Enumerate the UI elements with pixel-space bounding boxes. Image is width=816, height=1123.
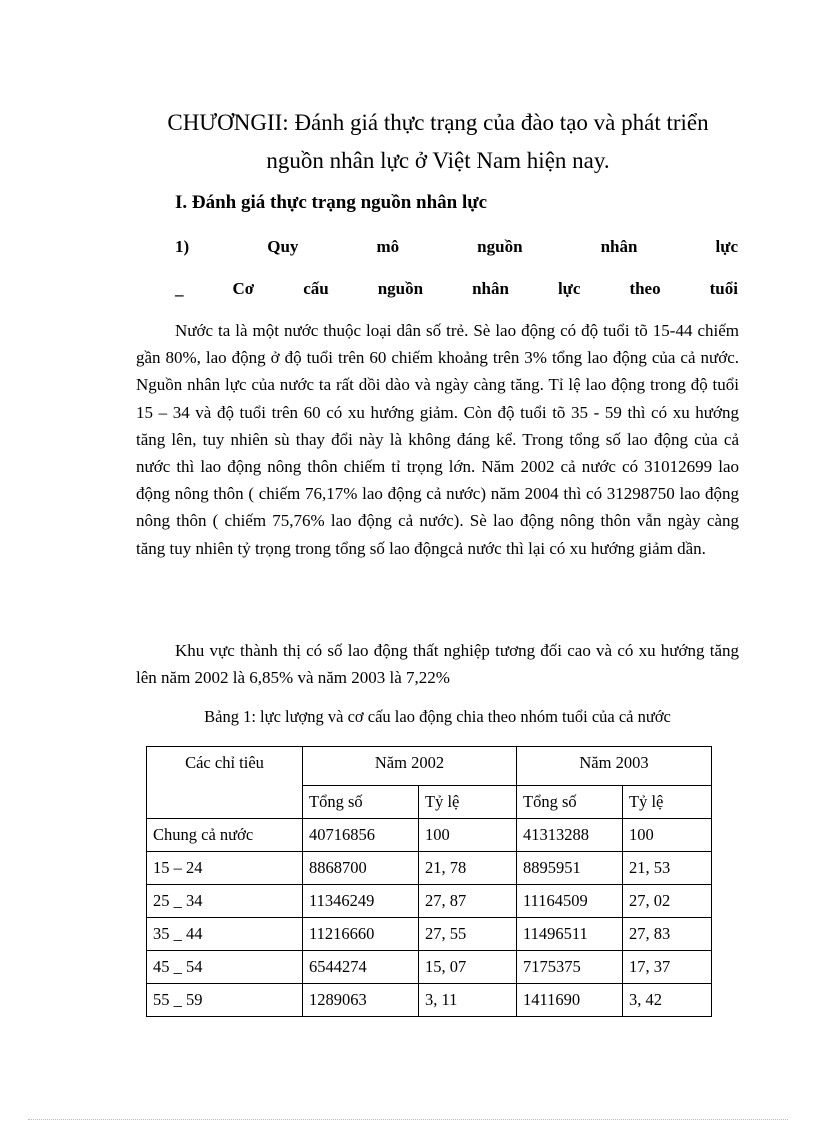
- row-label: 45 _ 54: [147, 951, 303, 984]
- subheader-total-2002: Tổng số: [303, 786, 419, 819]
- cell-ratio-2003: 21, 53: [623, 852, 712, 885]
- chapter-title: [100, 104, 776, 180]
- row-label: 25 _ 34: [147, 885, 303, 918]
- subheading-word: nguồn: [477, 237, 523, 256]
- chapter-title-line-1: CHƯƠNGII: Đánh giá thực trạng của đào tạo và phát triển: [167, 110, 709, 135]
- paragraph-2: [136, 637, 739, 691]
- table-header-row: [147, 747, 712, 786]
- cell-total-2002: 6544274: [303, 951, 419, 984]
- table-row: [147, 852, 712, 885]
- table-row: [147, 819, 712, 852]
- subheading-word: nguồn: [377, 279, 424, 298]
- cell-total-2003: 11164509: [517, 885, 623, 918]
- table-caption: Bảng 1: lực lượng và cơ cấu lao động chia theo nhóm tuổi của cả nước: [204, 707, 671, 726]
- subheader-ratio-2002: Tỷ lệ: [419, 786, 517, 819]
- row-label: 55 _ 59: [147, 984, 303, 1017]
- paragraph-1-text: Nước ta là một nước thuộc loại dân số trẻ. Sè lao động có độ tuổi tõ 15-44 chiếm gần 80%, lao động ở độ tuổi trên 60 chiếm khoảng trên 3% tổng lao động của cả nước. Nguồn nhân lực của nước ta rất dồi dào và ngày càng tăng. Tỉ lệ lao động trong độ tuổi 15 – 34 và độ tuổi trên 60 có xu hướng giảm. Còn độ tuổi tõ 35 - 59 thì có xu hướng tăng lên, tuy nhiên sù thay đổi này là không đáng kể. Trong tổng số lao động của cả nước thì lao động nông thôn chiếm tỉ trọng lớn. Năm 2002 cả nước có 31012699 lao động nông thôn ( chiếm 76,17% lao động cả nước) năm 2004 thì có 31298750 lao động nông thôn ( chiếm 75,76% lao động cả nước). Sè lao động nông thôn vẫn ngày càng tăng tuy nhiên tỷ trọng trong tổng số lao độngcả nước thì lại có xu hướng giảm dần.: [136, 321, 739, 558]
- page-bottom-divider: [28, 1119, 788, 1120]
- subheading-word: lực: [557, 279, 581, 298]
- paragraph-2-text: Khu vực thành thị có số lao động thất nghiệp tương đối cao và có xu hướng tăng lên năm 2002 là 6,85% và năm 2003 là 7,22%: [136, 641, 739, 688]
- subheader-ratio-2003: Tỷ lệ: [623, 786, 712, 819]
- cell-ratio-2002: 21, 78: [419, 852, 517, 885]
- subheader-total-2003: Tổng số: [517, 786, 623, 819]
- header-year-2003: Năm 2003: [517, 747, 712, 786]
- table-row: [147, 984, 712, 1017]
- table-row: [147, 951, 712, 984]
- cell-ratio-2003: 3, 42: [623, 984, 712, 1017]
- chapter-title-line-2: nguồn nhân lực ở Việt Nam hiện nay.: [266, 148, 610, 173]
- subheading-word: 1): [175, 237, 190, 256]
- cell-total-2003: 8895951: [517, 852, 623, 885]
- subheading-word: nhân: [472, 279, 509, 298]
- cell-total-2002: 1289063: [303, 984, 419, 1017]
- cell-total-2002: 8868700: [303, 852, 419, 885]
- subheading-scale: [175, 237, 738, 257]
- subheading-word: mô: [376, 237, 400, 256]
- cell-ratio-2002: 15, 07: [419, 951, 517, 984]
- subheading-word: _: [175, 279, 184, 298]
- cell-total-2002: 11346249: [303, 885, 419, 918]
- cell-total-2003: 7175375: [517, 951, 623, 984]
- subheading-word: theo: [629, 279, 661, 298]
- cell-total-2003: 41313288: [517, 819, 623, 852]
- cell-ratio-2003: 100: [623, 819, 712, 852]
- cell-ratio-2002: 3, 11: [419, 984, 517, 1017]
- row-label: Chung cả nước: [147, 819, 303, 852]
- cell-total-2002: 11216660: [303, 918, 419, 951]
- subheading-word: Quy: [267, 237, 299, 256]
- cell-total-2002: 40716856: [303, 819, 419, 852]
- cell-total-2003: 11496511: [517, 918, 623, 951]
- subheading-structure: [175, 279, 738, 299]
- subheading-word: cấu: [303, 279, 329, 298]
- cell-ratio-2002: 27, 55: [419, 918, 517, 951]
- cell-ratio-2003: 27, 02: [623, 885, 712, 918]
- table-row: [147, 918, 712, 951]
- subheading-word: lực: [715, 237, 738, 256]
- row-label: 15 – 24: [147, 852, 303, 885]
- cell-ratio-2003: 17, 37: [623, 951, 712, 984]
- cell-ratio-2003: 27, 83: [623, 918, 712, 951]
- subheading-word: tuổi: [709, 279, 738, 298]
- labor-table: [146, 746, 712, 1017]
- subheading-word: Cơ: [232, 279, 255, 298]
- header-criteria: Các chỉ tiêu: [147, 747, 303, 819]
- row-label: 35 _ 44: [147, 918, 303, 951]
- paragraph-1: [136, 317, 739, 562]
- cell-ratio-2002: 100: [419, 819, 517, 852]
- subheading-word: nhân: [600, 237, 638, 256]
- cell-total-2003: 1411690: [517, 984, 623, 1017]
- cell-ratio-2002: 27, 87: [419, 885, 517, 918]
- header-year-2002: Năm 2002: [303, 747, 517, 786]
- table-row: [147, 885, 712, 918]
- section-heading: I. Đánh giá thực trạng nguồn nhân lực: [175, 192, 488, 213]
